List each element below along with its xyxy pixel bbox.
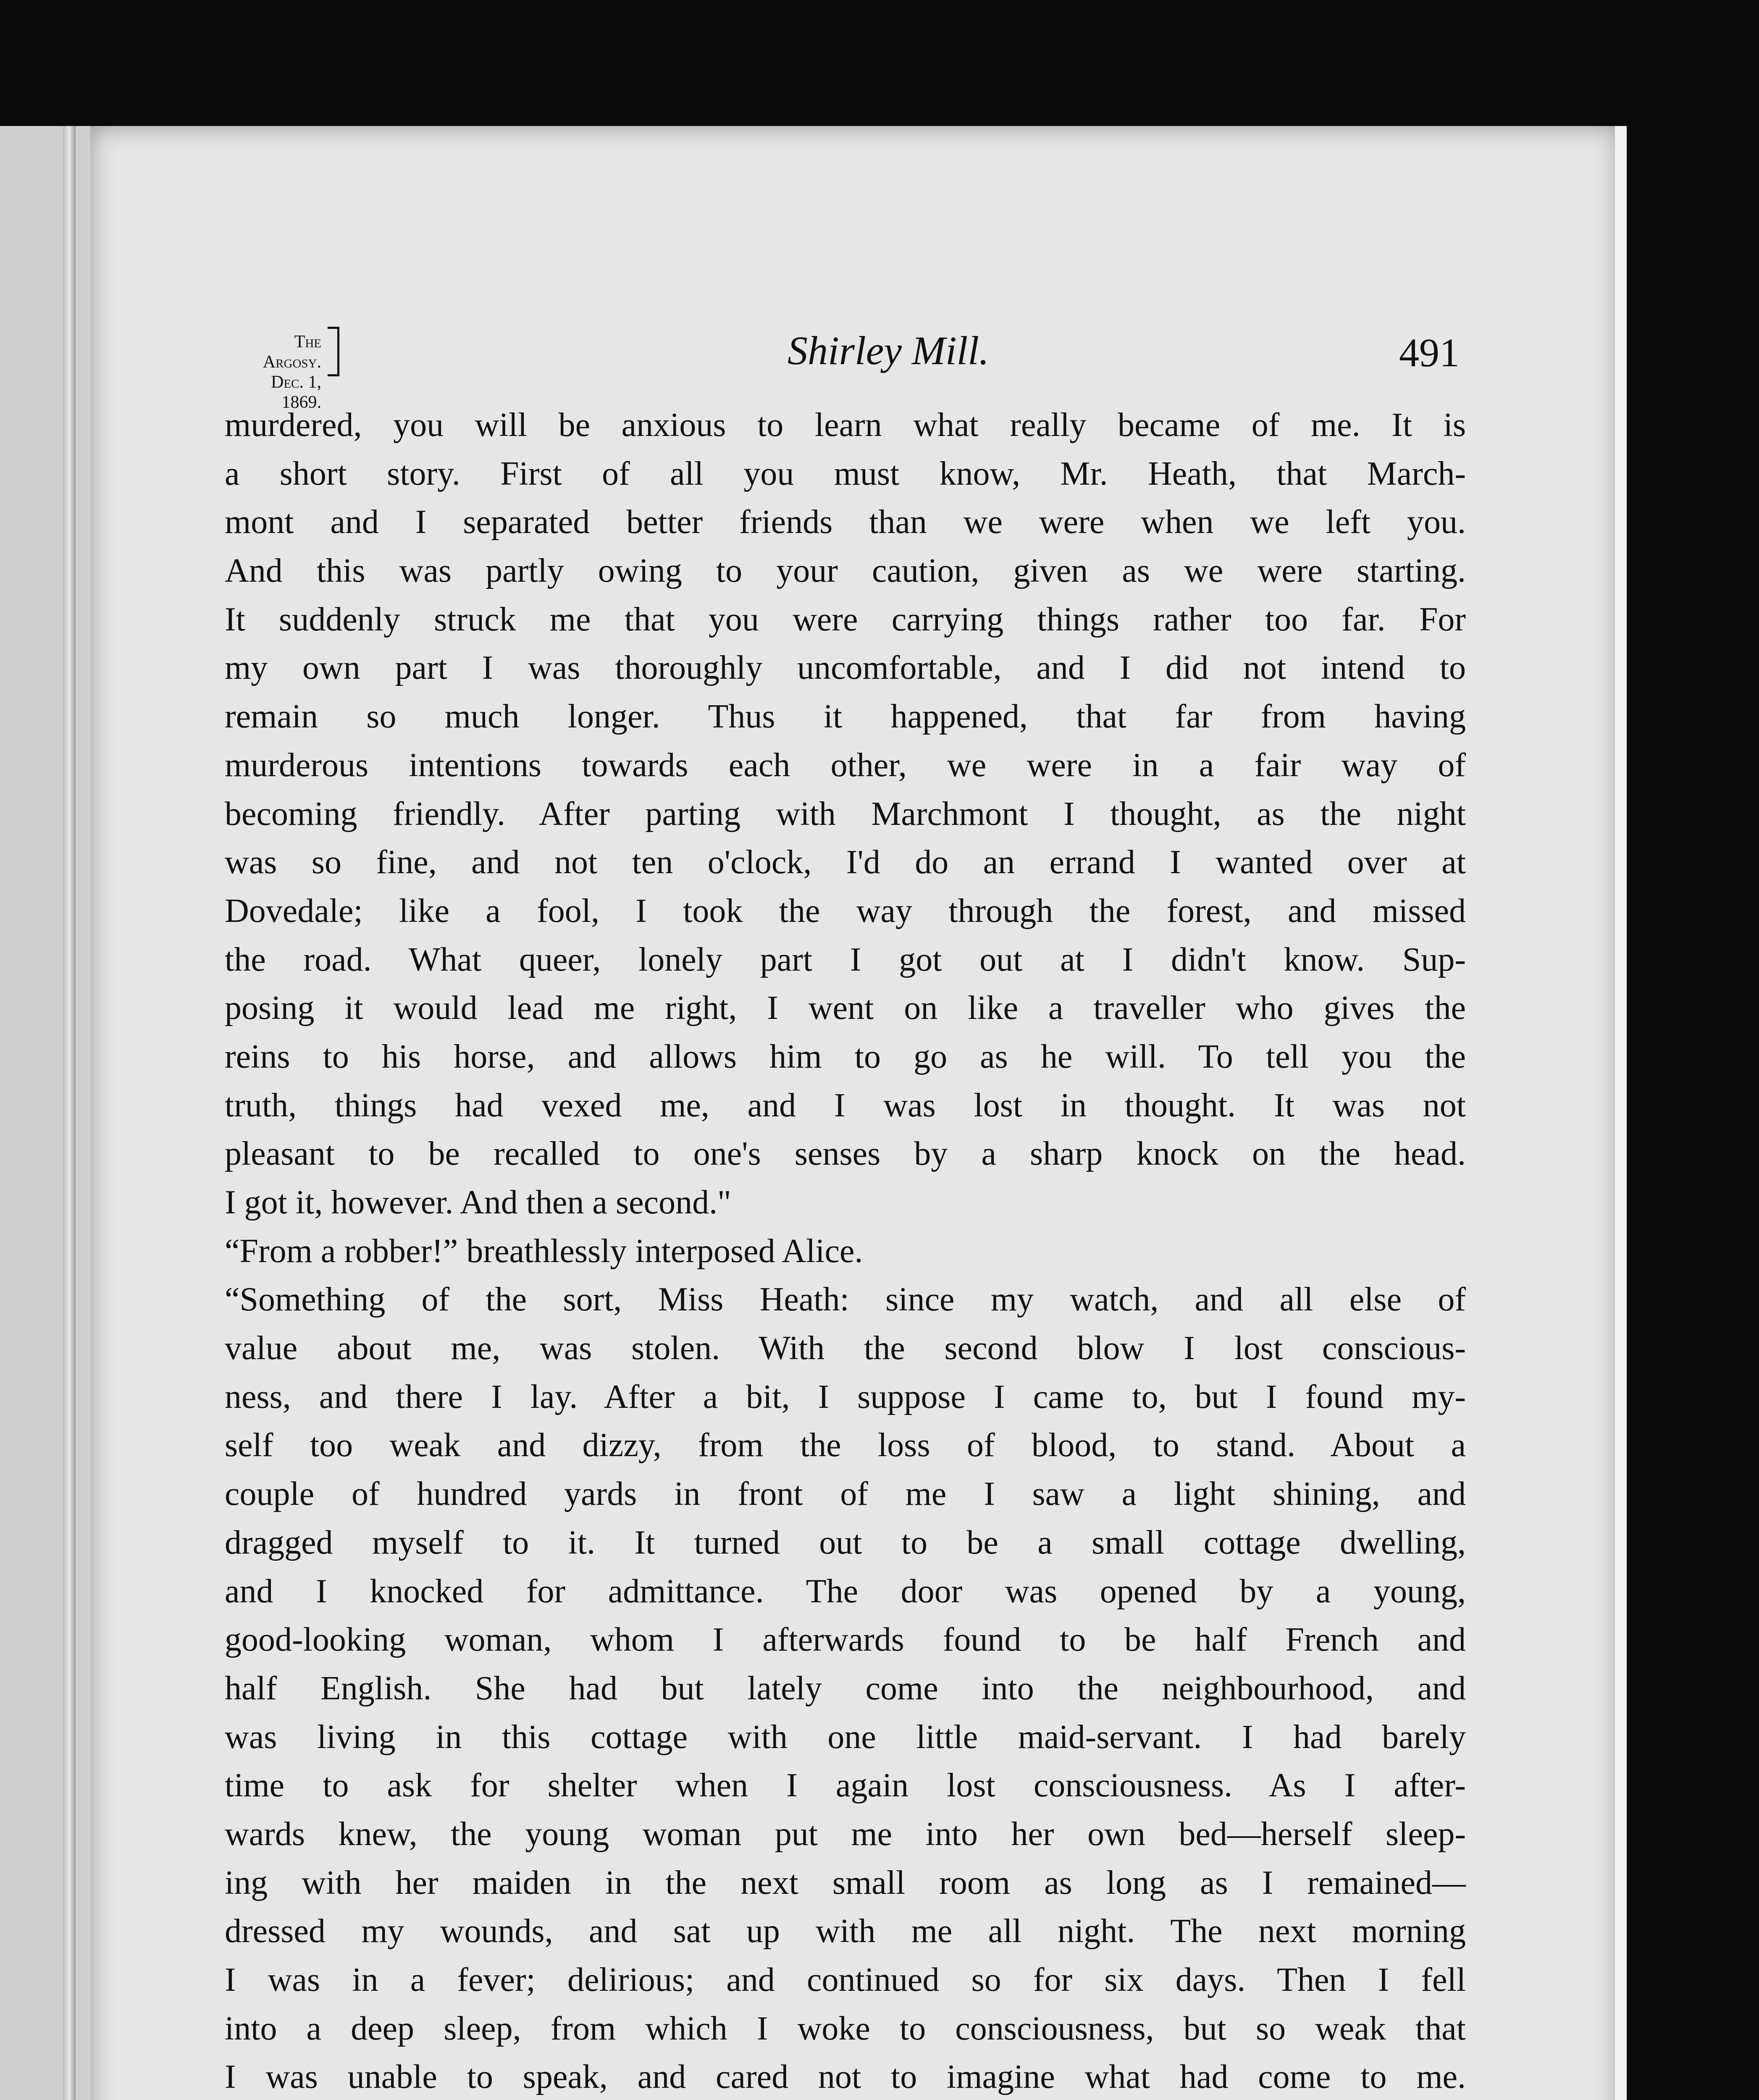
text-line: mont and I separated better friends than we were when we left you. [225, 504, 1466, 541]
text-line: good-looking woman, whom I afterwards found to be half French and [225, 1621, 1466, 1659]
text-line: ing with her maiden in the next small room as long as I remained— [225, 1864, 1466, 1901]
text-line: pleasant to be recalled to one's senses by a sharp knock on the head. [225, 1135, 1466, 1173]
text-line: murdered, you will be anxious to learn what really became of me. It is [225, 407, 1466, 444]
text-line: I was in a fever; delirious; and continued so for six days. Then I fell [225, 1961, 1466, 1998]
page-title: Shirley Mill. [788, 328, 989, 373]
page-right-edge [1615, 126, 1627, 2100]
text-line: truth, things had vexed me, and I was lost in thought. It was not [225, 1087, 1466, 1124]
text-line: couple of hundred yards in front of me I saw a light shining, and [225, 1475, 1466, 1513]
text-line: remain so much longer. Thus it happened, that far from having [225, 698, 1466, 735]
text-line: “Something of the sort, Miss Heath: since my watch, and all else of [225, 1281, 1466, 1318]
facing-page-edge [0, 126, 96, 2100]
page-number: 491 [1399, 330, 1460, 375]
text-line: was so fine, and not ten o'clock, I'd do an errand I wanted over at [225, 844, 1466, 881]
text-line: the road. What queer, lonely part I got out at I didn't know. Sup- [225, 941, 1466, 978]
text-line: I got it, however. And then a second." [225, 1184, 731, 1221]
text-line: self too weak and dizzy, from the loss of blood, to stand. About a [225, 1427, 1466, 1464]
text-line: reins to his horse, and allows him to go as he will. To tell you the [225, 1038, 1466, 1075]
text-line: It suddenly struck me that you were carrying things rather too far. For [225, 601, 1466, 638]
running-head [246, 332, 321, 412]
text-line: Dovedale; like a fool, I took the way through the forest, and missed [225, 892, 1466, 929]
page-gutter [63, 126, 76, 2100]
text-line: a short story. First of all you must know, Mr. Heath, that March- [225, 455, 1466, 492]
text-line: and I knocked for admittance. The door was opened by a young, [225, 1572, 1466, 1610]
running-head-date: Dec. 1, 1869. [271, 373, 321, 412]
text-line: “From a robber!” breathlessly interposed Alice. [225, 1232, 863, 1270]
body-text [225, 401, 1466, 2100]
text-line: my own part I was thoroughly uncomfortable, and I did not intend to [225, 649, 1466, 687]
text-line: posing it would lead me right, I went on like a traveller who gives the [225, 990, 1466, 1027]
text-line: And this was partly owing to your caution, given as we were starting. [225, 552, 1466, 590]
text-line: becoming friendly. After parting with Marchmont I thought, as the night [225, 795, 1466, 832]
text-line: half English. She had but lately come into the neighbourhood, and [225, 1670, 1466, 1707]
text-line: into a deep sleep, from which I woke to consciousness, but so weak that [225, 2010, 1466, 2047]
text-line: ness, and there I lay. After a bit, I suppose I came to, but I found my- [225, 1378, 1466, 1415]
text-line: murderous intentions towards each other, we were in a fair way of [225, 746, 1466, 784]
text-line: was living in this cottage with one little maid-servant. I had barely [225, 1718, 1466, 1756]
page-header [246, 323, 1460, 412]
text-line: I was unable to speak, and cared not to imagine what had come to me. [225, 2058, 1466, 2096]
running-head-bracket [328, 327, 339, 376]
text-line: dragged myself to it. It turned out to be a small cottage dwelling, [225, 1524, 1466, 1561]
text-line: time to ask for shelter when I again lost consciousness. As I after- [225, 1767, 1466, 1804]
running-head-publication: The Argosy. [263, 332, 321, 372]
text-line: dressed my wounds, and sat up with me all night. The next morning [225, 1913, 1466, 1950]
text-line: wards knew, the young woman put me into her own bed—herself sleep- [225, 1815, 1466, 1853]
text-line: value about me, was stolen. With the second blow I lost conscious- [225, 1330, 1466, 1367]
